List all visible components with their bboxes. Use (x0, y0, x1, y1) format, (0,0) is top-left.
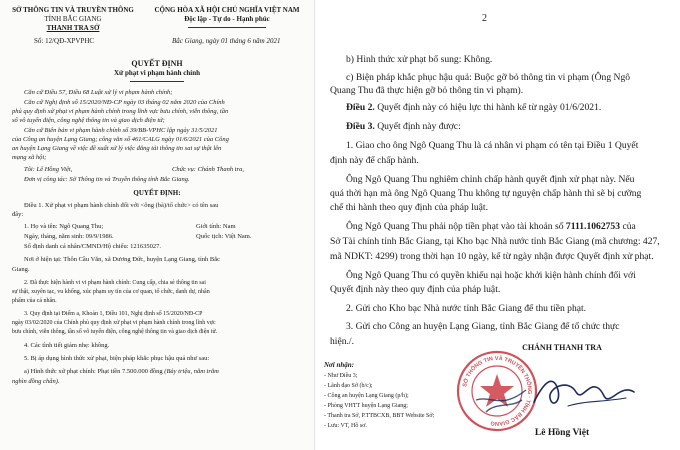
basis-line: mạng xã hội; (12, 154, 47, 161)
decision-heading: QUYẾT ĐỊNH: (133, 189, 181, 197)
item-5a-text: a) Hình thức xử phạt chính: Phạt tiền 7.500.000 đồng (24, 368, 163, 375)
org-line-3: THANH TRA SỞ (46, 24, 100, 32)
appeal-para: Ông Ngô Quang Thu có quyền khiếu nại hoặc khởi kiện hành chính đối với (346, 270, 636, 281)
recipient-item: - Công an huyện Lạng Giang (p/h); (324, 393, 409, 399)
basis-line: của Công an huyện Lạng Giang; công văn số 461/CALG ngày 01/6/2021 của Công (12, 136, 229, 143)
item-2-line: phẩm của cá nhân. (12, 298, 57, 304)
article-3-text: Quyết định này được: (377, 121, 461, 132)
article-3-item-1: 1. Giao cho ông Ngô Quang Thu là cá nhân vi phạm có tên tại Điều 1 Quyết (346, 140, 639, 151)
signature-title: CHÁNH THANH TRA (522, 343, 602, 352)
field-dob: Ngày, tháng, năm sinh: 09/9/1986. (24, 233, 114, 240)
subtitle-underline (130, 81, 184, 82)
field-residence: Nơi ở hiện tại: Thôn Cầu Văn, xã Dương Đức, huyện Lạng Giang, tỉnh Bắc (24, 256, 221, 263)
recipient-item: - Phòng VHTT huyện Lạng Giang; (324, 403, 408, 409)
nation-line-2: Độc lập - Tự do - Hạnh phúc (184, 15, 270, 23)
document-page-2 (316, 0, 680, 450)
field-gender: Giới tính: Nam (196, 223, 236, 230)
item-3-line: bưu chính, viễn thông, tần số vô tuyến điện, công nghệ thông tin và giao dịch điện tử. (12, 329, 218, 335)
recipient-item: - Lãnh đạo Sở (b/c); (324, 383, 373, 389)
item-5: 5. Bị áp dụng hình thức xử phạt, biện pháp khắc phục hậu quả như sau: (24, 355, 210, 362)
account-number: 7111.1062753 (565, 221, 621, 232)
item-2-line: 2. Đã thực hiện hành vi vi phạm hành chính: Cung cấp, chia sẻ thông tin sai (24, 280, 206, 286)
org-line-1: SỞ THÔNG TIN VÀ TRUYỀN THÔNG (12, 6, 134, 14)
recipient-item: - Thanh tra Sở, P.TTBCXB, BBT Website Sở; (324, 413, 435, 419)
payment-para: Sở Tài chính tỉnh Bắc Giang, tại Kho bạc Nhà nước tỉnh Bắc Giang (mã chương: 427, (330, 236, 660, 247)
article-3 (346, 122, 461, 132)
signer-name: Lê Hồng Việt (534, 427, 590, 438)
field-nationality: Quốc tịch: Việt Nam. (196, 233, 252, 240)
doc-subtitle: Xử phạt vi phạm hành chính (113, 69, 201, 77)
payment-para (346, 222, 636, 232)
article-1b: b) Hình thức xử phạt bổ sung: Không. (346, 54, 493, 65)
article-3-item-1-cont: định này để chấp hành. (330, 155, 419, 166)
nation-underline (188, 27, 266, 28)
item-4: 4. Các tình tiết giảm nhẹ: không. (24, 342, 110, 349)
compliance-para: chế thi hành theo quy định của pháp luật. (330, 202, 488, 213)
signer-unit: Đơn vị công tác: Sở Thông tin và Truyền thông tỉnh Bắc Giang. (24, 176, 190, 183)
official-stamp-icon (456, 350, 538, 432)
compliance-para: quá thời hạn mà ông Ngô Quang Thu không tự nguyện chấp hành thì sẽ bị cưỡng (330, 188, 642, 199)
basis-line: phủ quy định xử phạt vi phạm hành chính trong lĩnh vực bưu chính, viễn thông, tần (12, 108, 229, 115)
payment-text: Ông Ngô Quang Thu phải nộp tiền phạt vào tài khoản số (346, 221, 564, 232)
basis-line: số vô tuyến điện, công nghệ thông tin và giao dịch điện tử; (12, 117, 165, 124)
page-number: 2 (482, 13, 487, 24)
signer-name: Tôi: Lê Hồng Việt, (24, 166, 73, 173)
article-3-item-3: 3. Gửi cho Công an huyện Lạng Giang, tỉnh Bắc Giang để tổ chức thực (346, 321, 620, 332)
doc-title: QUYẾT ĐỊNH (131, 59, 183, 68)
item-5a-note: (Bảy triệu, năm trăm (164, 368, 219, 375)
item-3-line: 3. Quy định tại Điểm a, Khoản 1, Điều 101, Nghị định số 15/2020/NĐ-CP (24, 311, 203, 317)
recipient-item: - Lưu: VT, Hồ sơ. (324, 423, 367, 429)
payment-text-end: của (622, 221, 636, 232)
article-1-line: Điều 1. Xử phạt vi phạm hành chính đối với <ông (bà)/tổ chức> có tên sau (24, 202, 219, 209)
basis-line: Căn cứ Biên bản vi phạm hành chính số 39/BB-VPHC lập ngày 31/5/2021 (24, 127, 218, 134)
handwritten-signature-icon (528, 368, 638, 418)
org-line-2: TỈNH BẮC GIANG (44, 15, 102, 23)
payment-para: mã NDKT: 4299) trong thời hạn 10 ngày, kể từ ngày nhận được Quyết định xử phạt. (330, 251, 654, 262)
article-3-item-3-cont: hiện./. (330, 336, 354, 347)
field-name: 1. Họ và tên: Ngô Quang Thu; (24, 223, 104, 230)
recipient-item: - Như Điều 3; (324, 373, 358, 379)
item-5a-note-cont: nghìn đồng chẵn). (12, 378, 60, 385)
svg-text:SỞ THÔNG TIN VÀ TRUYỀN THÔNG ·: SỞ THÔNG TIN VÀ TRUYỀN THÔNG · TỈNH BẮC GIANG (462, 355, 533, 427)
article-3-item-2: 2. Gửi cho Kho bạc Nhà nước tỉnh Bắc Giang để thu tiền phạt. (346, 303, 587, 314)
basis-line: Căn cứ Điều 57, Điều 68 Luật xử lý vi phạm hành chính; (24, 89, 173, 96)
doc-number: Số: 12/QĐ-XPVPHC (34, 37, 95, 45)
article-2-text: Quyết định này có hiệu lực thi hành kể từ ngày 01/6/2021. (377, 102, 602, 113)
field-residence: Giang. (12, 266, 30, 273)
recipients-title: Nơi nhận: (324, 361, 355, 369)
item-2-line: sự thật, xuyên tạc, vu khống, xúc phạm uy tín của cơ quan, tổ chức, danh dự, nhân (12, 289, 210, 295)
basis-line: an huyện Lạng Giang về việc đề xuất xử lý việc đăng tải thông tin sai sự thật lên (12, 145, 222, 152)
document-page-1 (0, 0, 315, 450)
item-5a (24, 369, 219, 376)
nation-line-1: CỘNG HÒA XÃ HỘI CHỦ NGHĨA VIỆT NAM (154, 6, 300, 14)
article-1c: c) Biện pháp khắc phục hậu quả: Buộc gỡ bỏ thông tin vi phạm (Ông Ngô (346, 72, 631, 83)
article-3-label: Điều 3. (346, 121, 375, 132)
article-2 (346, 103, 601, 113)
item-3-line: ngày 03/02/2020 của Chính phủ quy định xử phạt vi phạm hành chính trong lĩnh vực (12, 320, 216, 326)
field-id: Số định danh cá nhân/CMND/Hộ chiếu: 121635027. (24, 243, 162, 250)
article-2-label: Điều 2. (346, 102, 375, 113)
article-1-line: đây: (12, 211, 24, 218)
basis-line: Căn cứ Nghị định số 15/2020/NĐ-CP ngày 03 tháng 02 năm 2020 của Chính (24, 99, 225, 106)
article-1c-cont: Quang Thu đã thực hiện gỡ bỏ thông tin vi phạm). (330, 85, 524, 96)
place-date: Bắc Giang, ngày 01 tháng 6 năm 2021 (172, 37, 281, 45)
signer-role: Chức vụ: Chánh Thanh tra, (172, 166, 244, 173)
appeal-para: Quyết định này theo quy định của pháp luật. (330, 284, 501, 295)
compliance-para: Ông Ngô Quang Thu nghiêm chỉnh chấp hành quyết định xử phạt này. Nếu (346, 174, 635, 185)
